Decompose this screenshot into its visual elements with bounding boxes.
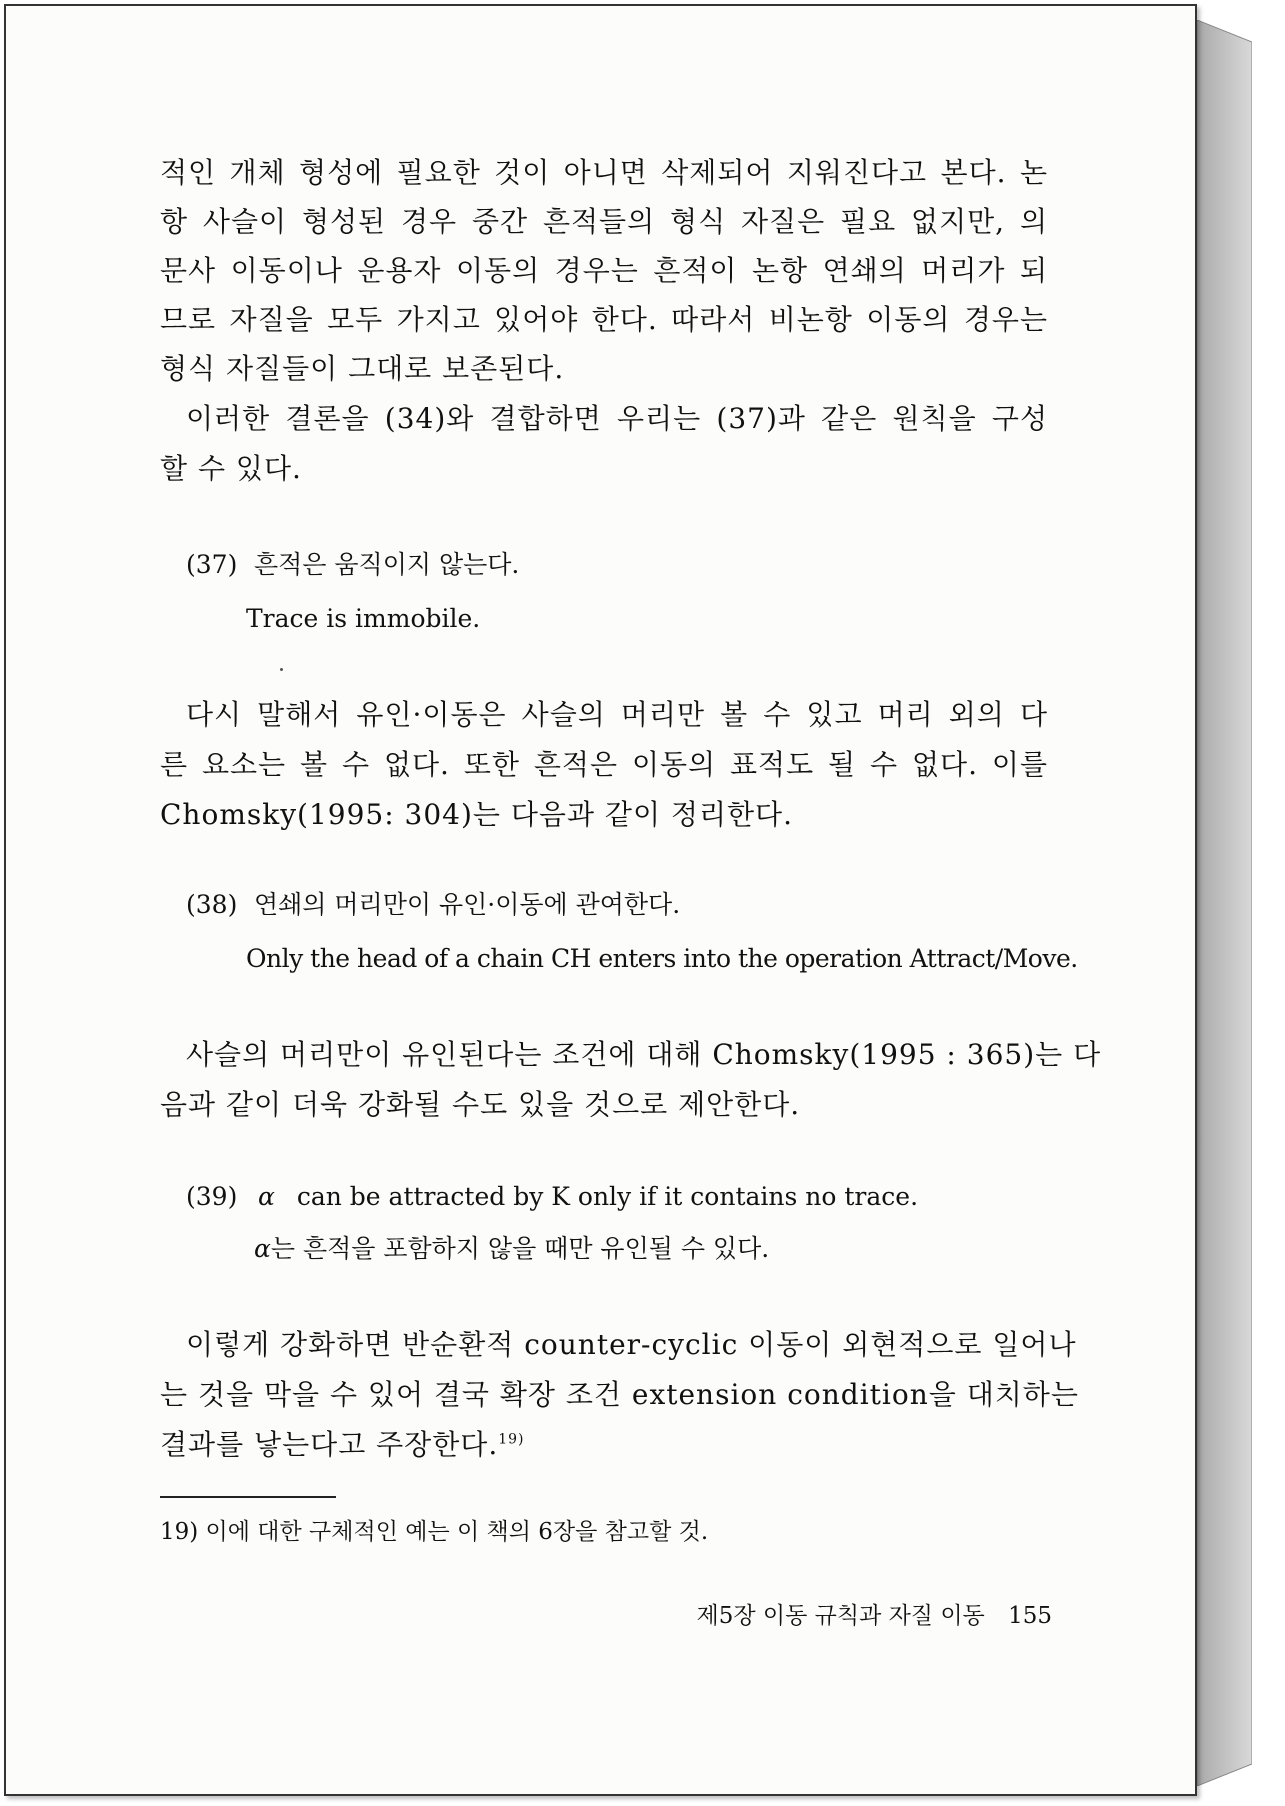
paragraph-line: 이러한 결론을 (34)와 결합하면 우리는 (37)과 같은 원칙을 구성 (186, 402, 1048, 435)
page-number: 155 (1008, 1603, 1052, 1629)
paragraph-line: 이렇게 강화하면 반순환적 counter-cyclic 이동이 외현적으로 일어나 (186, 1328, 1077, 1361)
example-korean: 는 흔적을 포함하지 않을 때만 유인될 수 있다. (270, 1234, 770, 1263)
footnote-text: 19) 이에 대한 구체적인 예는 이 책의 6장을 참고할 것. (160, 1519, 709, 1545)
example-english: Trace is immobile. (246, 604, 481, 633)
paragraph-line: 른 요소는 볼 수 없다. 또한 흔적은 이동의 표적도 될 수 없다. 이를 (160, 748, 1048, 781)
paragraph-line: 는 것을 막을 수 있어 결국 확장 조건 extension condition을 대치하는 (160, 1378, 1079, 1411)
paragraph-line: 다시 말해서 유인·이동은 사슬의 머리만 볼 수 있고 머리 외의 다 (186, 698, 1048, 731)
paragraph-line-with-footnote (160, 1428, 525, 1462)
example-korean: 연쇄의 머리만이 유인·이동에 관여한다. (254, 890, 681, 919)
book-page (4, 4, 1197, 1796)
example-english: Only the head of a chain CH enters into the operation Attract/Move. (246, 944, 1078, 973)
footnote-divider (160, 1496, 336, 1498)
example-number: (37) (186, 550, 238, 579)
paragraph-line: 결과를 낳는다고 주장한다. (160, 1428, 499, 1461)
alpha-symbol: α (258, 1182, 275, 1211)
paragraph-line: Chomsky(1995: 304)는 다음과 같이 정리한다. (160, 798, 793, 831)
example-alpha-symbol (258, 1182, 918, 1212)
example-korean: 흔적은 움직이지 않는다. (254, 550, 520, 579)
footnote-reference[interactable]: 19) (498, 1431, 525, 1448)
paragraph-line: 므로 자질을 모두 가지고 있어야 한다. 따라서 비논항 이동의 경우는 (160, 303, 1048, 336)
example-english: can be attracted by K only if it contains no trace. (296, 1182, 919, 1211)
paragraph-line: 문사 이동이나 운용자 이동의 경우는 흔적이 논항 연쇄의 머리가 되 (160, 254, 1048, 287)
example-korean-line (254, 1234, 769, 1264)
paragraph-line: 음과 같이 더욱 강화될 수도 있을 것으로 제안한다. (160, 1088, 801, 1121)
scan-speck (280, 668, 283, 671)
example-number: (38) (186, 890, 238, 919)
paragraph-line: 할 수 있다. (160, 452, 302, 485)
paragraph-line: 항 사슬이 형성된 경우 중간 흔적들의 형식 자질은 필요 없지만, 의 (160, 205, 1048, 238)
running-footer (606, 1602, 1052, 1630)
example-number: (39) (186, 1182, 238, 1211)
book-page-edge (1197, 20, 1252, 1786)
alpha-symbol: α (254, 1234, 271, 1263)
paragraph-line: 형식 자질들이 그대로 보존된다. (160, 352, 565, 385)
paragraph-line: 적인 개체 형성에 필요한 것이 아니면 삭제되어 지워진다고 본다. 논 (160, 156, 1048, 189)
footer-chapter-title: 제5장 이동 규칙과 자질 이동 (696, 1603, 985, 1629)
paragraph-line: 사슬의 머리만이 유인된다는 조건에 대해 Chomsky(1995 : 365)는 다 (186, 1038, 1102, 1071)
